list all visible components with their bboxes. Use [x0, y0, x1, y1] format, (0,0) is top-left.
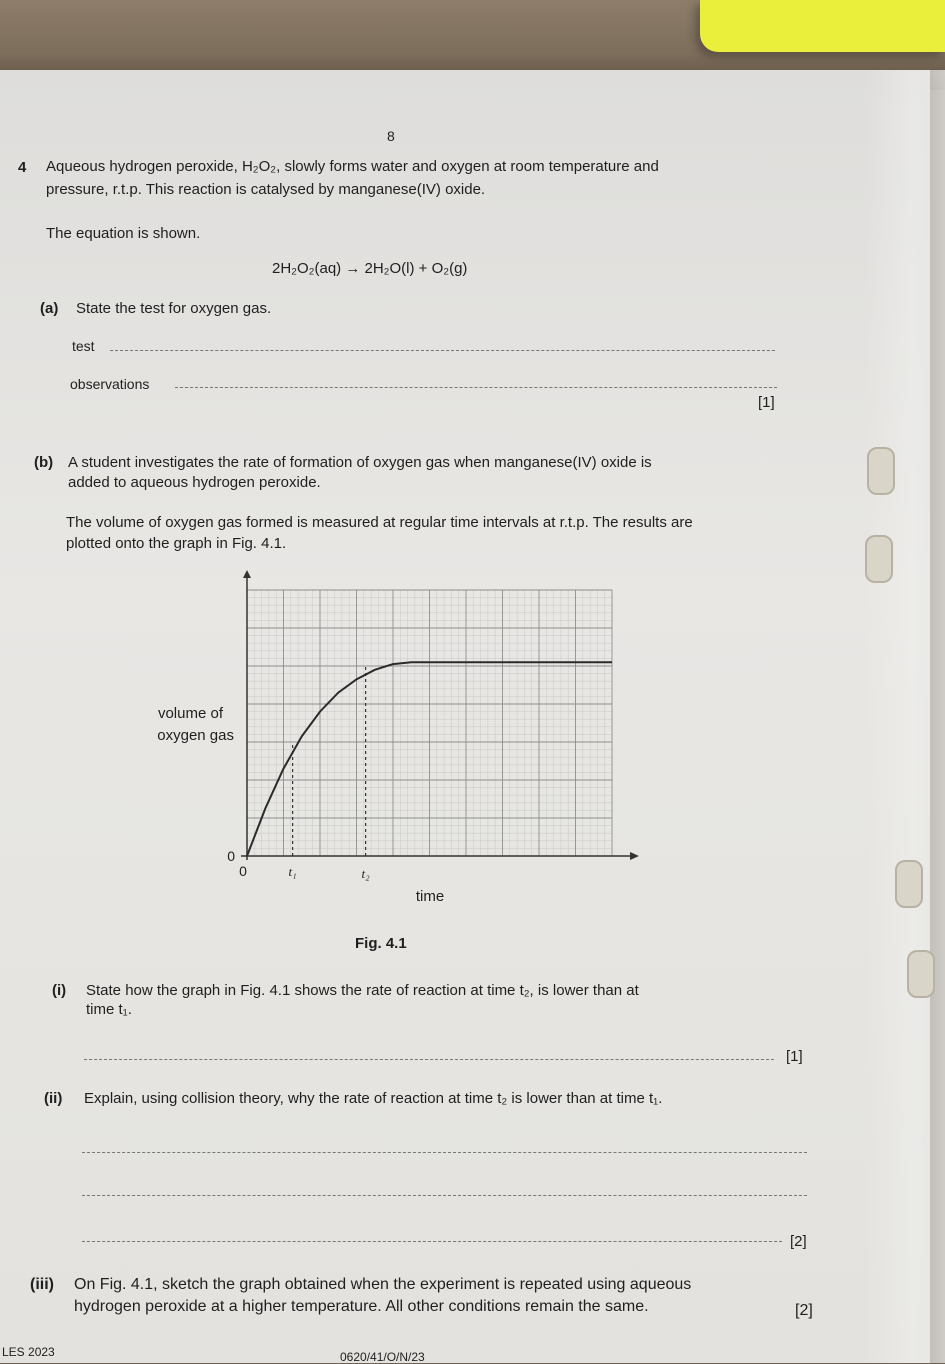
figure-caption: Fig. 4.1 [355, 935, 407, 952]
part-ii-marks: [2] [790, 1233, 807, 1250]
plastic-sleeve [865, 70, 945, 1363]
part-iii-line1: On Fig. 4.1, sketch the graph obtained when the experiment is repeated using aqueous [74, 1276, 692, 1293]
x-axis-label: time [415, 888, 445, 905]
part-i-label: (i) [52, 982, 67, 999]
part-b-line4: plotted onto the graph in Fig. 4.1. [66, 535, 287, 552]
part-i-marks: [1] [786, 1048, 803, 1065]
x-origin-label: 0 [239, 863, 247, 879]
question-intro-line1: Aqueous hydrogen peroxide, H₂O₂, slowly forms water and oxygen at room temperature and [46, 158, 659, 175]
test-answer-line[interactable] [110, 350, 775, 351]
highlighter-pen [700, 0, 945, 52]
part-a-text: State the test for oxygen gas. [76, 300, 272, 317]
y-axis-label-line1: volume of [157, 705, 223, 722]
footer-left: LES 2023 [2, 1345, 55, 1359]
part-ii-label: (ii) [44, 1090, 63, 1107]
binder-ring [867, 447, 895, 495]
y-axis-label-line2: oxygen gas [157, 727, 234, 744]
x-axis-arrow [630, 852, 639, 860]
t1-tick-label: t₁ [288, 864, 297, 879]
part-ii-answer-line-1[interactable] [82, 1152, 807, 1153]
y-axis-arrow [243, 570, 251, 578]
part-b-label: (b) [34, 454, 54, 471]
part-a-label: (a) [40, 300, 59, 317]
test-label: test [72, 338, 95, 354]
equation: 2H₂O₂(aq) → 2H₂O(l) + O₂(g) [272, 260, 468, 277]
part-ii-answer-line-3[interactable] [82, 1241, 782, 1242]
part-ii-text: Explain, using collision theory, why the rate of reaction at time t₂ is lower than at time t₁. [84, 1090, 663, 1107]
part-b-line1: A student investigates the rate of formation of oxygen gas when manganese(IV) oxide is [68, 454, 652, 471]
question-number: 4 [18, 159, 27, 176]
part-i-line1: State how the graph in Fig. 4.1 shows the rate of reaction at time t₂, is lower than at [86, 982, 639, 999]
page-number: 8 [387, 128, 395, 144]
question-intro-line2: pressure, r.t.p. This reaction is catalysed by manganese(IV) oxide. [46, 181, 486, 198]
part-iii-marks: [2] [795, 1302, 813, 1319]
observations-answer-line[interactable] [175, 387, 777, 388]
binder-ring [895, 860, 923, 908]
observations-label: observations [70, 376, 150, 392]
part-i-line2: time t₁. [86, 1001, 132, 1018]
equation-intro: The equation is shown. [46, 225, 201, 242]
y-origin-label: 0 [227, 848, 235, 864]
part-b-line3: The volume of oxygen gas formed is measured at regular time intervals at r.t.p. The results are [66, 514, 693, 531]
part-iii-label: (iii) [30, 1276, 54, 1293]
fig-4-1-graph[interactable] [157, 568, 650, 918]
part-iii-line2: hydrogen peroxide at a higher temperature. All other conditions remain the same. [74, 1298, 649, 1315]
binder-ring [907, 950, 935, 998]
t2-tick-label: t₂ [361, 866, 370, 881]
part-i-answer-line[interactable] [84, 1059, 774, 1060]
grid-major [247, 590, 612, 856]
part-ii-answer-line-2[interactable] [82, 1195, 807, 1196]
part-b-line2: added to aqueous hydrogen peroxide. [68, 474, 321, 491]
binder-ring [865, 535, 893, 583]
part-a-marks: [1] [758, 394, 775, 411]
footer-center: 0620/41/O/N/23 [340, 1350, 425, 1364]
